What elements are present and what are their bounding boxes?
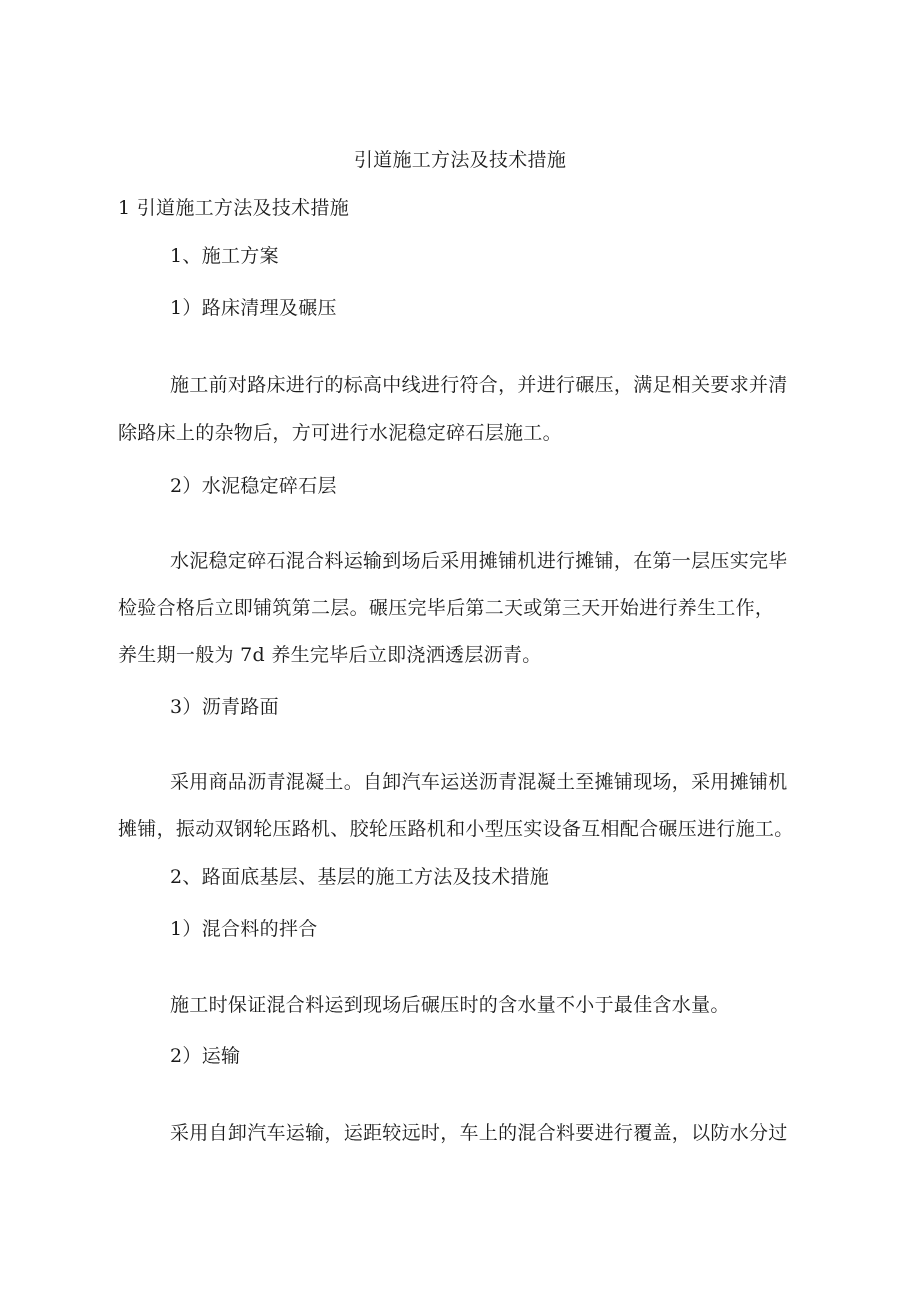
item-heading-subgrade: 1）路床清理及碾压 [170, 297, 337, 319]
item-heading-asphalt: 3）沥青路面 [170, 696, 279, 718]
subsection-heading-construction-plan: 1、施工方案 [170, 245, 279, 267]
paragraph-line: 除路床上的杂物后，方可进行水泥稳定碎石层施工。 [118, 422, 562, 444]
paragraph-line: 摊铺，振动双钢轮压路机、胶轮压路机和小型压实设备互相配合碾压进行施工。 [118, 818, 794, 840]
item-heading-cement-stabilized: 2）水泥稳定碎石层 [170, 475, 337, 497]
document-title: 引道施工方法及技术措施 [353, 149, 567, 171]
section-heading: 1 引道施工方法及技术措施 [118, 197, 350, 219]
item-heading-mixing: 1）混合料的拌合 [170, 918, 318, 940]
paragraph-line: 养生期一般为 7d 养生完毕后立即浇洒透层沥青。 [118, 644, 542, 666]
paragraph-line: 采用商品沥青混凝土。自卸汽车运送沥青混凝土至摊铺现场，采用摊铺机 [170, 771, 788, 793]
paragraph-line: 检验合格后立即铺筑第二层。碾压完毕后第二天或第三天开始进行养生工作， [118, 597, 775, 619]
item-heading-transport: 2）运输 [170, 1045, 241, 1067]
paragraph-line: 采用自卸汽车运输，运距较远时，车上的混合料要进行覆盖，以防水分过 [170, 1122, 788, 1144]
paragraph-line: 施工前对路床进行的标高中线进行符合，并进行碾压，满足相关要求并清 [170, 374, 788, 396]
subsection-heading-base-layers: 2、路面底基层、基层的施工方法及技术措施 [170, 866, 550, 888]
paragraph-line: 施工时保证混合料运到现场后碾压时的含水量不小于最佳含水量。 [170, 994, 730, 1016]
paragraph-line: 水泥稳定碎石混合料运输到场后采用摊铺机进行摊铺，在第一层压实完毕 [170, 550, 788, 572]
